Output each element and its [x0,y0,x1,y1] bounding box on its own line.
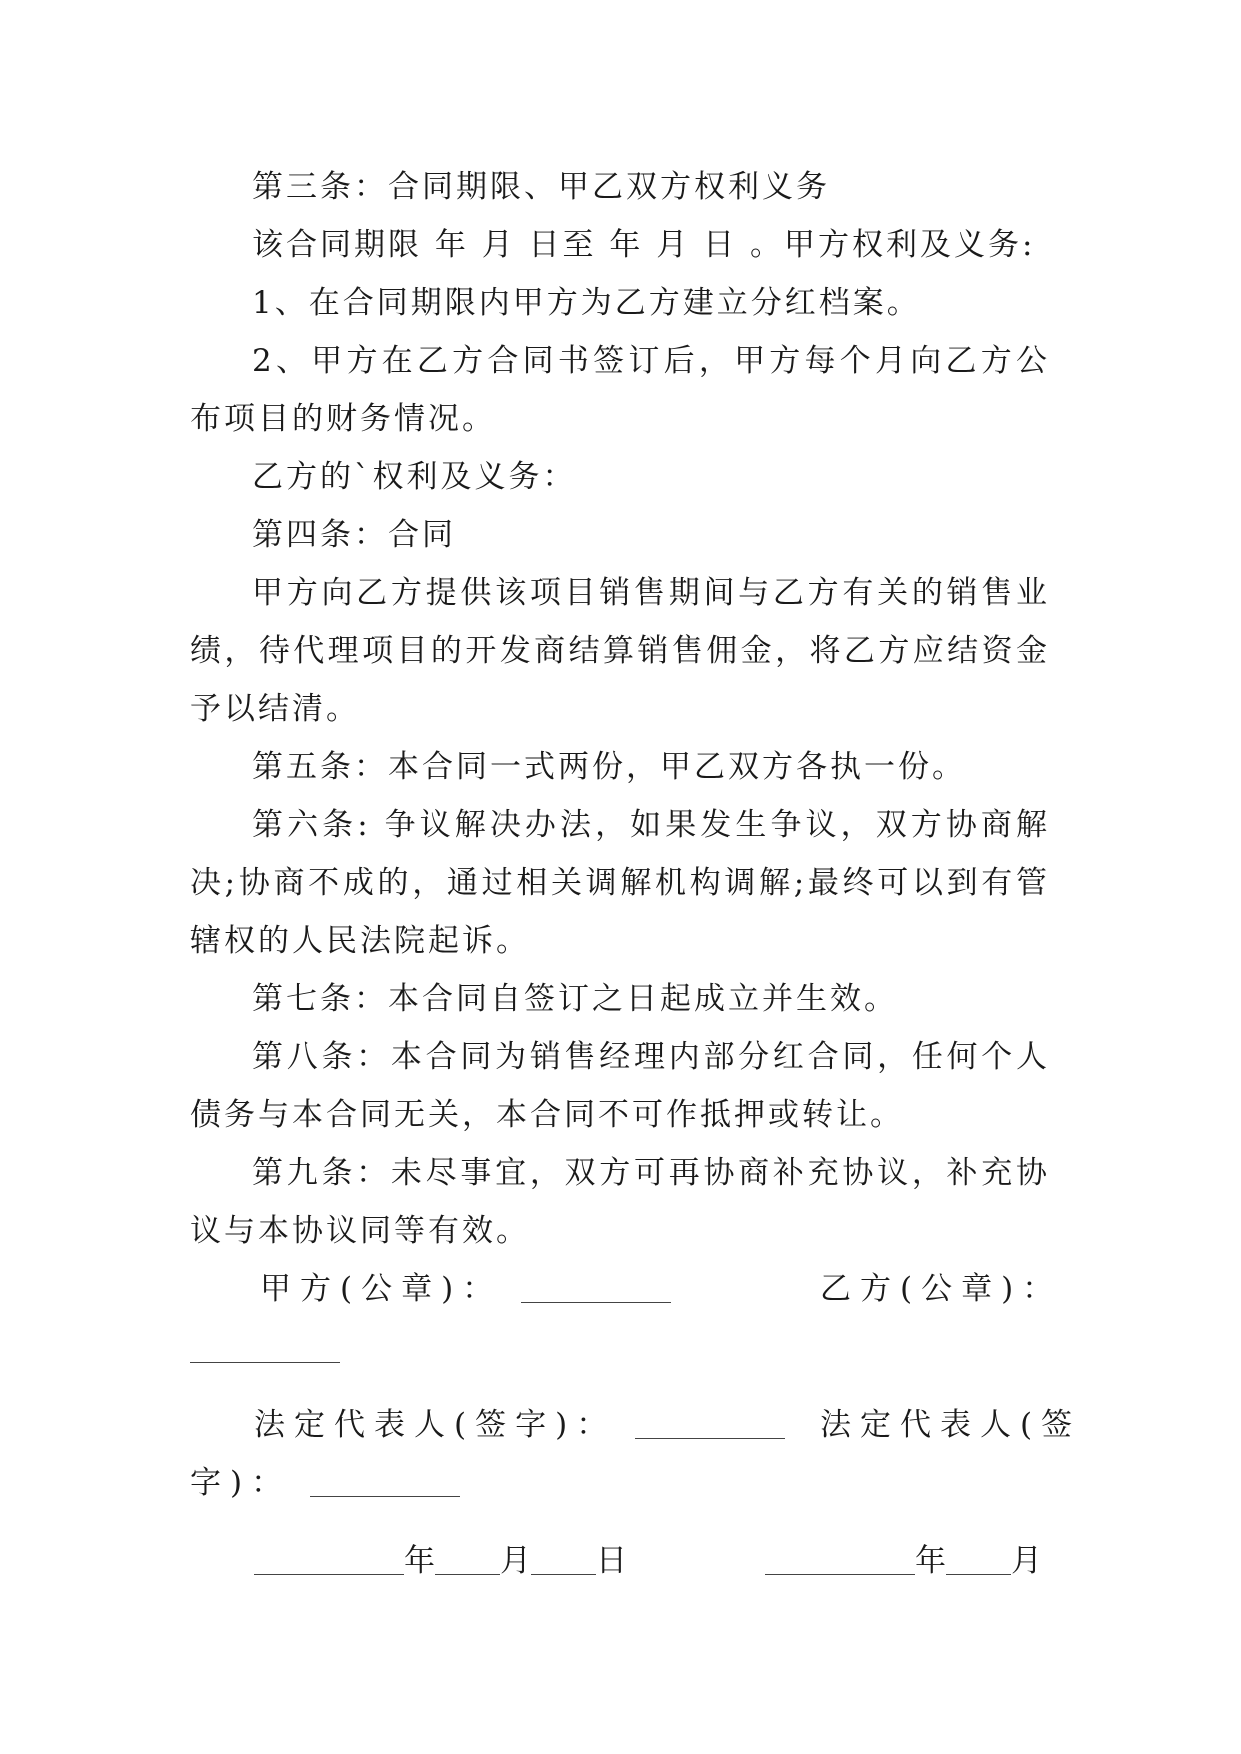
article-4-body: 甲方向乙方提供该项目销售期间与乙方有关的销售业绩，待代理项目的开发商结算销售佣金，将乙方应结资金予以结清。 [190,575,1050,727]
legal-rep-a-blank[interactable] [635,1408,785,1439]
legal-rep-b-blank[interactable] [310,1466,460,1497]
article-9: 第九条：未尽事宜，双方可再协商补充协议，补充协议与本协议同等有效。 [190,1155,1050,1249]
legal-rep-a [254,1396,785,1454]
seal-row [190,1260,1063,1318]
party-b-seal-label: 乙方(公章)： [820,1271,1063,1307]
article-8: 第八条：本合同为销售经理内部分红合同，任何个人债务与本合同无关，本合同不可作抵押或转让。 [190,1039,1050,1133]
date-b-month-blank[interactable] [946,1544,1011,1575]
party-b-seal-line [190,1318,1050,1376]
party-b-seal-blank[interactable] [190,1332,340,1363]
date-row [190,1532,1050,1590]
date-b [765,1532,1042,1590]
article-5: 第五条：本合同一式两份，甲乙双方各执一份。 [252,749,966,785]
date-a-month-label: 月 [500,1543,531,1579]
contract-body [190,158,1082,1590]
party-a-seal [260,1260,671,1318]
legal-rep-row [190,1396,1082,1454]
date-a-year-blank[interactable] [254,1544,404,1575]
article-4-title: 第四条：合同 [252,517,456,553]
party-a-item-2: 2、甲方在乙方合同书签订后，甲方每个月向乙方公布项目的财务情况。 [190,343,1050,437]
legal-rep-b-continued [190,1454,1050,1512]
date-b-month-label: 月 [1011,1543,1042,1579]
date-a [254,1532,627,1590]
legal-rep-a-label: 法定代表人(签字)： [254,1407,617,1443]
party-b-rights-heading: 乙方的`权利及义务： [252,459,577,495]
date-a-day-label: 日 [596,1543,627,1579]
party-a-seal-blank[interactable] [521,1272,671,1303]
legal-rep-b-line-2 [190,1454,460,1512]
article-3-title: 第三条：合同期限、甲乙双方权利义务 [252,169,830,205]
date-a-month-blank[interactable] [435,1544,500,1575]
article-3-term: 该合同期限 年 月 日至 年 月 日 。甲方权利及义务: [252,227,1036,263]
party-a-item-1: 1、在合同期限内甲方为乙方建立分红档案。 [252,285,921,321]
article-7: 第七条：本合同自签订之日起成立并生效。 [252,981,898,1017]
date-b-year-label: 年 [915,1543,946,1579]
date-a-year-label: 年 [404,1543,435,1579]
party-b-seal [820,1260,1062,1318]
legal-rep-b-label-1: 法定代表人(签 [820,1407,1082,1443]
party-a-seal-label: 甲方(公章)： [260,1271,503,1307]
date-b-year-blank[interactable] [765,1544,915,1575]
article-6: 第六条: 争议解决办法，如果发生争议，双方协商解决;协商不成的，通过相关调解机构调解;最终可以到有管辖权的人民法院起诉。 [190,807,1050,959]
date-a-day-blank[interactable] [531,1544,596,1575]
legal-rep-b [820,1396,1081,1454]
legal-rep-b-label-2: 字)： [190,1465,292,1501]
